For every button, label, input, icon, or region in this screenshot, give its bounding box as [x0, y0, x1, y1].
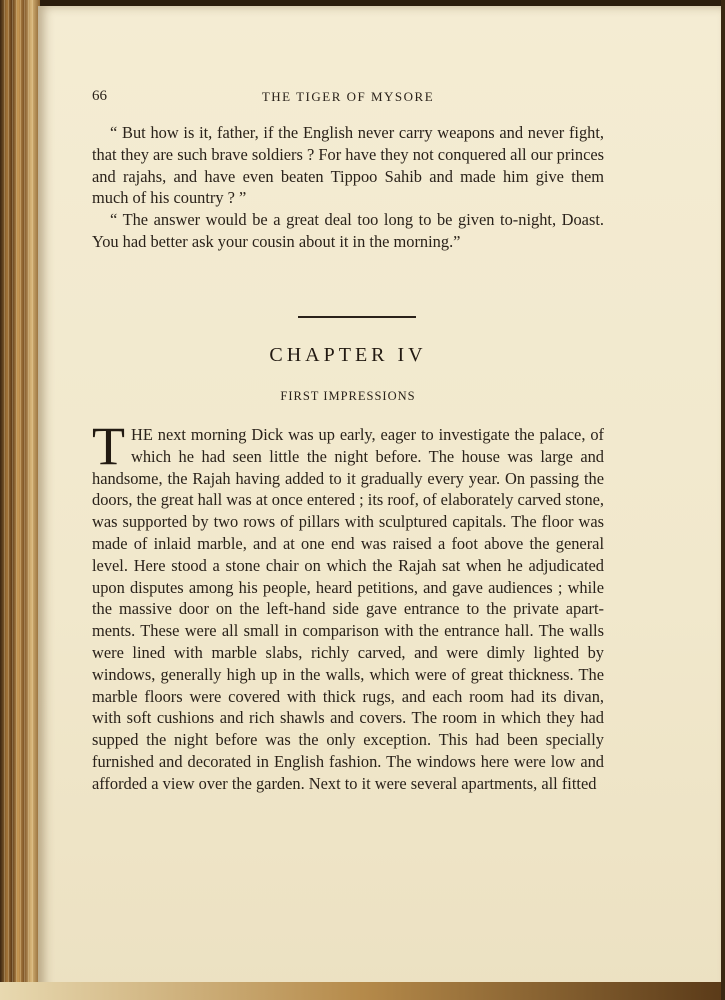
book-right-edge — [721, 0, 725, 1000]
section-divider — [298, 316, 416, 318]
chapter-body — [92, 416, 605, 795]
drop-cap: T — [92, 416, 125, 476]
dialogue-paragraph: “ The answer would be a great deal too long to be given to-night, Doast. You had better ask your cousin about it in the morning.” — [92, 210, 604, 251]
book-bottom-edge — [0, 982, 725, 1000]
chapter-body-text: HE next morning Dick was up early, eager to investigate the palace, of which he had seen little the night before. The house was large and handsome, the Rajah having added to it gradually every year. On passing the doors, the great hall was at once entered ; its roof, of elaborately carved stone, was supported by two rows of pillars with sculptured capitals. The floor was made of inlaid marble, and at one end was raised a foot above the general level. Here stood a stone chair on which the Rajah sat when he adjudicated upon disputes among his people, heard petitions, and gave audiences ; while the massive door on the left-hand side gave entrance to the private apart-ments. These were all small in comparison with the entrance hall. The walls were lined with marble slabs, richly carved, and were dimly lighted by windows, generally high up in the walls, which were of great thickness. The marble floors were covered with thick rugs, and each room had its divan, with soft cushions and rich shawls and covers. The room in which they had supped the night before was the only exception. This had been specially furnished and decorated in English fashion. The windows here were low and afforded a view over the garden. Next to it were several apartments, all fitted — [92, 425, 605, 793]
chapter-subtitle: FIRST IMPRESSIONS — [280, 389, 416, 403]
page-number: 66 — [92, 88, 107, 104]
running-head-title: THE TIGER OF MYSORE — [261, 89, 435, 104]
chapter-paragraph — [92, 416, 605, 795]
page-stack-lines — [4, 0, 34, 1000]
book-spine-edge — [0, 0, 40, 1000]
dialogue-block — [92, 122, 604, 253]
dialogue-paragraph: “ But how is it, father, if the English never carry weapons and never fight, that they are such brave soldiers ? For have they not conquered all our princes and rajahs, and have even beaten Tippoo Sahib and made him give them much of his country ? ” — [92, 123, 604, 208]
running-head — [92, 88, 604, 108]
chapter-title: CHAPTER IV — [269, 344, 427, 366]
